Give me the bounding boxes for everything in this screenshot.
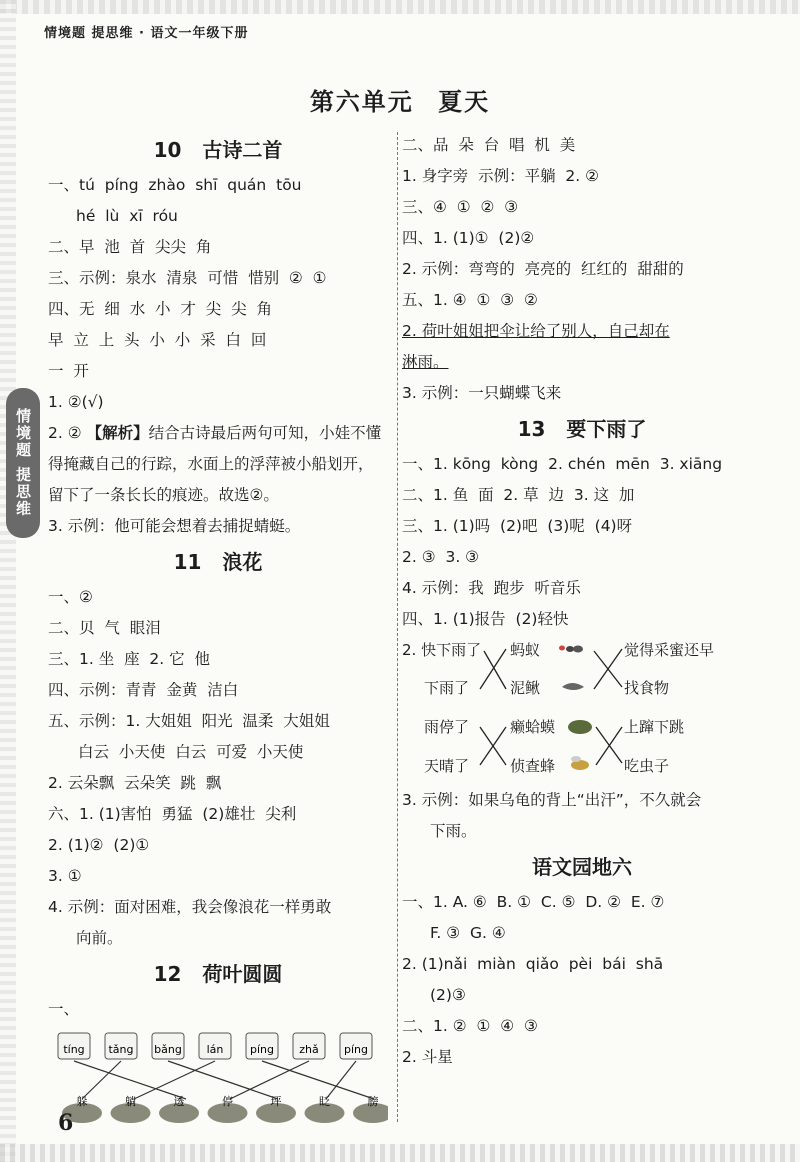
answer-line: 三、④ ① ② ③ — [402, 198, 519, 216]
pinyin-label: píng — [344, 1043, 368, 1056]
toad-icon — [568, 720, 592, 734]
answer-line: 一、 — [48, 1000, 80, 1018]
right-column — [402, 130, 762, 1073]
answer-line: 五、1. ④ ① ③ ② — [402, 291, 538, 309]
answer-line: 2. 云朵飘 云朵笑 跳 飘 — [48, 774, 222, 792]
connect-figure — [402, 635, 762, 785]
top-scan-border — [0, 0, 800, 14]
answer-line: 2. 荷叶姐姐把伞让给了别人，自己却在 — [402, 322, 670, 340]
match-line — [134, 1061, 215, 1099]
answer-line: F. ③ G. ④ — [430, 924, 506, 942]
answer-line: 白云 小天使 白云 可爱 小天使 — [78, 743, 304, 761]
connect-line — [594, 649, 622, 689]
connect-left-4: 天晴了 — [424, 757, 470, 775]
connect-right-2: 找食物 — [624, 679, 670, 697]
answer-line: 五、示例：1. 大姐姐 阳光 温柔 大姐姐 — [48, 712, 330, 730]
section-title-12: 12 荷叶圆圆 — [153, 962, 283, 986]
pinyin-cup-card — [340, 1033, 372, 1059]
answer-line: 早 立 上 头 小 小 采 白 回 — [48, 331, 267, 349]
connect-left-3: 雨停了 — [424, 718, 470, 736]
connect-line — [484, 651, 506, 689]
pinyin-label: lán — [206, 1043, 224, 1056]
match-line — [230, 1061, 309, 1099]
pinyin-label: tǎng — [108, 1043, 134, 1056]
character-frog-card — [256, 1095, 296, 1123]
connect-mid-2: 泥鳅 — [510, 679, 541, 697]
connect-right-1: 觉得采蜜还早 — [624, 641, 715, 659]
answer-line: 四、无 细 水 小 才 尖 尖 角 — [48, 300, 272, 318]
pinyin-cup-card — [105, 1033, 137, 1059]
left-column — [48, 130, 388, 1127]
answer-line: 3. 示例：一只蝴蝶飞来 — [402, 384, 562, 402]
connect-left-2: 下雨了 — [424, 679, 470, 697]
answer-line: 四、示例：青青 金黄 洁白 — [48, 681, 239, 699]
connect-left-1: 2. 快下雨了 — [402, 641, 482, 659]
analysis-paragraph — [48, 418, 388, 511]
character-label: 坪 — [270, 1095, 282, 1108]
answer-line: 二、贝 气 眼泪 — [48, 619, 161, 637]
answer-line: 3. ① — [48, 867, 82, 885]
answer-line: 3. 示例：如果乌龟的背上“出汗”，不久就会 — [402, 791, 702, 809]
answer-line: 2. (1)② (2)① — [48, 836, 150, 854]
answer-line: 4. 示例：我 跑步 听音乐 — [402, 579, 581, 597]
pinyin-label: tíng — [63, 1043, 85, 1056]
loach-icon — [562, 683, 584, 690]
answer-line: 淋雨。 — [402, 353, 449, 371]
answer-line: 二、1. ② ① ④ ③ — [402, 1017, 538, 1035]
character-frog-card — [305, 1095, 345, 1123]
match-line — [82, 1061, 121, 1099]
section-title-10: 10 古诗二首 — [153, 138, 283, 162]
answer-line: 三、示例：泉水 清泉 可惜 惜别 ② ① — [48, 269, 327, 287]
answer-line: 2. ③ 3. ③ — [402, 548, 480, 566]
character-label: 膀 — [367, 1095, 379, 1108]
character-frog-card — [208, 1094, 248, 1123]
ant-icon — [559, 646, 583, 653]
section-title-yuwen-yuandi: 语文园地六 — [532, 855, 632, 879]
answer-line: 2. 示例：弯弯的 亮亮的 红红的 甜甜的 — [402, 260, 684, 278]
answer-line: 一、1. A. ⑥ B. ① C. ⑤ D. ② E. ⑦ — [402, 893, 665, 911]
analysis-text: 结合古诗最后两句可知，小娃不懂得掩藏自己的行踪，水面上的浮萍被小船划开，留下了一条长长的痕迹。故选②。 — [48, 424, 382, 504]
analysis-number: 2. ② — [48, 424, 82, 442]
pinyin-cup-card — [152, 1033, 184, 1059]
answer-line: 一、1. kōng kòng 2. chén mēn 3. xiāng — [402, 455, 723, 473]
bee-icon — [571, 756, 589, 770]
connect-mid-4: 侦查蜂 — [510, 757, 556, 775]
side-tab: 情境题 提思维 — [6, 388, 40, 538]
pinyin-label: bǎng — [154, 1043, 182, 1056]
analysis-tag: 【解析】 — [86, 424, 149, 442]
answer-line: 一、② — [48, 588, 93, 606]
connect-right-3: 上蹿下跳 — [624, 718, 685, 736]
character-label: 眨 — [319, 1095, 330, 1108]
pinyin-cup-card — [293, 1033, 325, 1059]
answer-line: 向前。 — [76, 929, 123, 947]
unit-title: 第六单元 夏天 — [309, 88, 491, 116]
match-line — [168, 1061, 278, 1099]
answer-line: hé lù xī róu — [76, 207, 178, 225]
answer-line: 2. 斗星 — [402, 1048, 453, 1066]
match-line — [326, 1061, 356, 1099]
answer-line: 下雨。 — [430, 822, 477, 840]
section-title-11: 11 浪花 — [173, 550, 263, 574]
character-label: 透 — [173, 1095, 185, 1108]
character-label: 停 — [222, 1095, 233, 1108]
answer-line: 一、tú píng zhào shī quán tōu — [48, 176, 302, 194]
connect-lines-exercise — [402, 635, 762, 785]
section-title-13: 13 要下雨了 — [517, 417, 647, 441]
character-frog-card — [159, 1095, 199, 1123]
page-number: 6 — [58, 1110, 74, 1136]
matching-illustration — [48, 1031, 388, 1127]
answer-line: (2)③ — [430, 986, 466, 1004]
answer-line: 二、1. 鱼 面 2. 草 边 3. 这 加 — [402, 486, 635, 504]
pinyin-cup-card — [58, 1033, 90, 1059]
answer-line: 二、品 朵 台 唱 机 美 — [402, 136, 576, 154]
bottom-scan-border — [0, 1144, 800, 1162]
running-header: 情境题 提思维 · 语文一年级下册 — [44, 26, 249, 41]
answer-line: 4. 示例：面对困难，我会像浪花一样勇敢 — [48, 898, 332, 916]
answer-line: 三、1. (1)吗 (2)吧 (3)呢 (4)呀 — [402, 517, 633, 535]
answer-line: 三、1. 坐 座 2. 它 他 — [48, 650, 210, 668]
answer-line: 2. (1)nǎi miàn qiǎo pèi bái shā — [402, 955, 664, 973]
left-scan-border — [0, 0, 16, 1162]
matching-figure — [48, 1031, 388, 1127]
answer-line: 六、1. (1)害怕 勇猛 (2)雄壮 尖利 — [48, 805, 297, 823]
match-line — [262, 1061, 374, 1099]
answer-line: 3. 示例：他可能会想着去捕捉蜻蜓。 — [48, 517, 301, 535]
answer-line: 四、1. (1)① (2)② — [402, 229, 535, 247]
character-label: 躺 — [125, 1095, 136, 1108]
connect-right-4: 吃虫子 — [624, 757, 670, 775]
connect-mid-3: 癞蛤蟆 — [510, 718, 556, 736]
answer-line: 1. ②(√) — [48, 393, 104, 411]
answer-line: 1. 身字旁 示例：平躺 2. ② — [402, 167, 600, 185]
pinyin-label: píng — [250, 1043, 274, 1056]
match-line — [74, 1061, 186, 1099]
connect-mid-1: 蚂蚁 — [510, 641, 541, 659]
answer-line: 二、早 池 首 尖尖 角 — [48, 238, 212, 256]
answer-line: 一 开 — [48, 362, 89, 380]
pinyin-cup-card — [246, 1033, 278, 1059]
character-frog-card — [111, 1094, 151, 1123]
answer-line: 四、1. (1)报告 (2)轻快 — [402, 610, 569, 628]
character-label: 躲 — [76, 1095, 88, 1108]
pinyin-label: zhǎ — [299, 1043, 319, 1056]
pinyin-cup-card — [199, 1033, 231, 1059]
column-divider — [397, 132, 399, 1122]
